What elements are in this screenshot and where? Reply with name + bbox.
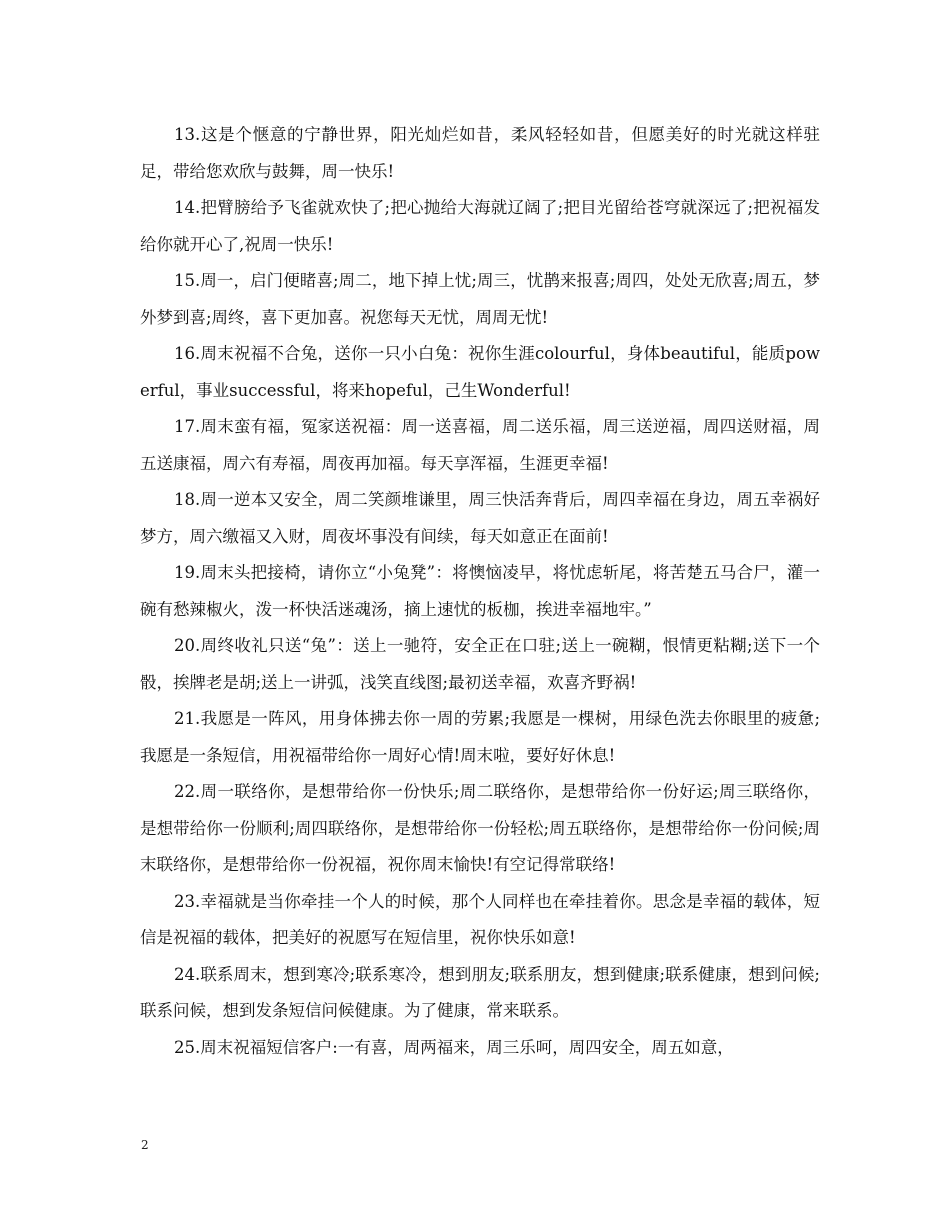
paragraph-17: 17.周末蛮有福，冤家送祝福：周一送喜福，周二送乐福，周三送逆福，周四送财福，周五送康福，周六有寿福，周夜再加福。每天享浑福，生涯更幸福!: [140, 417, 820, 473]
paragraph-13: 13.这是个惬意的宁静世界，阳光灿烂如昔，柔风轻轻如昔，但愿美好的时光就这样驻足，带给您欢欣与鼓舞，周一快乐!: [140, 125, 820, 181]
paragraph-18: 18.周一逆本又安全，周二笑颜堆谦里，周三快活奔背后，周四幸福在身边，周五幸祸好梦方，周六缴福又入财，周夜坏事没有间续，每天如意正在面前!: [140, 490, 820, 546]
paragraph-23: 23.幸福就是当你牵挂一个人的时候，那个人同样也在牵挂着你。思念是幸福的载体，短信是祝福的载体，把美好的祝愿写在短信里，祝你快乐如意!: [140, 891, 820, 947]
document-body: [140, 117, 820, 1066]
paragraph-19: 19.周末头把接椅，请你立“小兔凳”：将懊恼凌早，将忧虑斩尾，将苦楚五马合尸，灌一碗有愁辣椒火，泼一杯快活迷魂汤，摘上速忧的板枷，挨进幸福地牢。”: [140, 563, 820, 619]
paragraph-24: 24.联系周末，想到寒冷;联系寒冷，想到朋友;联系朋友，想到健康;联系健康，想到问候;联系问候，想到发条短信问候健康。为了健康，常来联系。: [140, 964, 820, 1020]
paragraph-20: 20.周终收礼只送“兔”：送上一驰符，安全正在口驻;送上一碗糊，恨情更粘糊;送下一个骰，挨牌老是胡;送上一讲弧，浅笑直线图;最初送幸福，欢喜齐野祸!: [140, 636, 820, 692]
paragraph-25: 25.周末祝福短信客户:一有喜，周两福来，周三乐呵，周四安全，周五如意，: [174, 1037, 734, 1057]
paragraph-22: 22.周一联络你，是想带给你一份快乐;周二联络你，是想带给你一份好运;周三联络你，是想带给你一份顺利;周四联络你，是想带给你一份轻松;周五联络你，是想带给你一份问候;周末联络你，是想带给你一份祝福，祝你周末愉快!有空记得常联络!: [140, 782, 820, 874]
paragraph-15: 15.周一，启门便睹喜;周二，地下掉上忧;周三，忧鹊来报喜;周四，处处无欣喜;周五，梦外梦到喜;周终，喜下更加喜。祝您每天无忧，周周无忧!: [140, 271, 820, 327]
paragraph-14: 14.把臂膀给予飞雀就欢快了;把心抛给大海就辽阔了;把目光留给苍穹就深远了;把祝福发给你就开心了,祝周一快乐!: [140, 198, 820, 254]
page-number: 2: [141, 1138, 149, 1152]
paragraph-21: 21.我愿是一阵风，用身体拂去你一周的劳累;我愿是一棵树，用绿色洗去你眼里的疲惫;我愿是一条短信，用祝福带给你一周好心情!周末啦，要好好休息!: [140, 709, 820, 765]
paragraph-16: 16.周末祝福不合兔，送你一只小白兔：祝你生涯colourful，身体beautiful，能质powerful，事业successful，将来hopeful，己生Wonderful!: [140, 344, 820, 400]
